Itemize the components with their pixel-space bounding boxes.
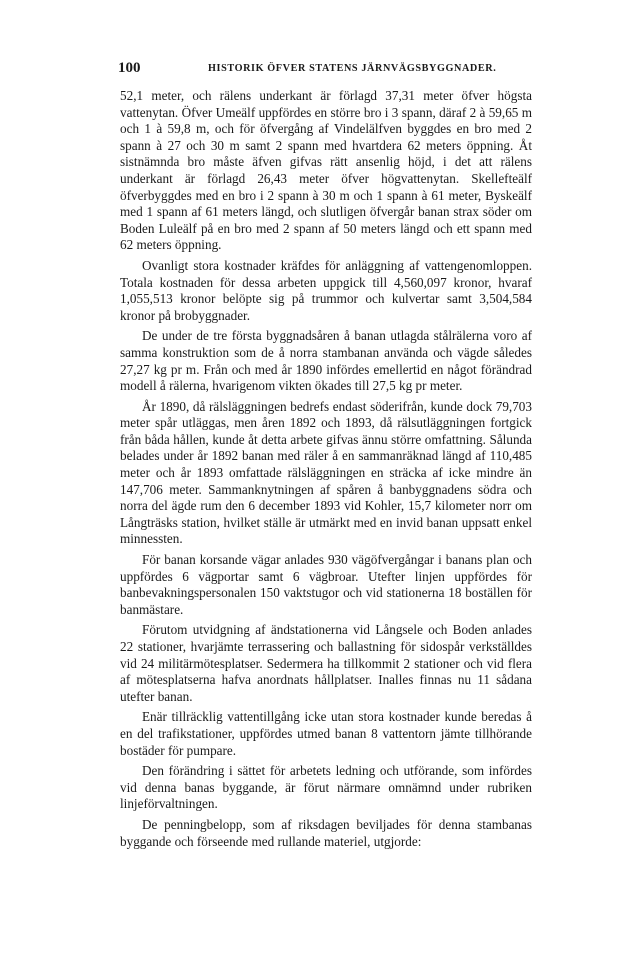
paragraph-rails: De under de tre första byggnadsåren å banan utlagda stålrälerna voro af samma konstruktion som de å norra stambanan använda och vägde således 27,27 kg pr m. Från och med år 1890 infördes emellertid en något förändrad modell å rälerna, hvarigenom vikten ökades till 27,5 kg pr meter.: [120, 328, 532, 394]
body-text: [120, 88, 532, 854]
paragraph-administration: Den förändring i sättet för arbetets ledning och utförande, som infördes vid denna banas byggande, är förut närmare omnämnd under rubriken linjeförvaltningen.: [120, 763, 532, 812]
paragraph-stations: Förutom utvidgning af ändstationerna vid Långsele och Boden anlades 22 stationer, hvarjämte terrassering och ballastning för sidospår verkställdes vid 24 militärmötesplatser. Sedermera ha tillkommit 2 stationer och vid flera af mötesplatserna hafva anordnats hållplatser. Inalles finnas nu 11 sådana utefter banan.: [120, 622, 532, 704]
paragraph-funding: De penningbelopp, som af riksdagen beviljades för denna stambanas byggande och förseende med rullande materiel, utgjorde:: [120, 816, 532, 849]
running-title: HISTORIK ÖFVER STATENS JÄRNVÄGSBYGGNADER.: [208, 63, 497, 74]
paragraph-track-laying: År 1890, då rälsläggningen bedrefs endast söderifrån, kunde dock 79,703 meter spår utläggas, men åren 1892 och 1893, då rälsutläggningen fortgick från båda hållen, kunde åt detta arbete gifvas ännu större omfattning. Sålunda belades under år 1892 banan med räler å en sammanräknad längd af 110,485 meter och år 1893 omfattade rälsläggningen en sträcka af icke mindre än 147,706 meter. Sammanknytningen af spåren å banbyggnadens södra och norra del ägde rum den 6 december 1893 vid Kohler, 15,7 kilometer norr om Långträsks station, hvilket ställe är utmärkt med en invid banan uppsatt enkel minnessten.: [120, 398, 532, 547]
paragraph-water-towers: Enär tillräcklig vattentillgång icke utan stora kostnader kunde beredas å en del trafikstationer, uppfördes utmed banan 8 vattentorn jämte tillhörande bostäder för pumpare.: [120, 709, 532, 758]
paragraph-culvert-costs: Ovanligt stora kostnader kräfdes för anläggning af vattengenomloppen. Totala kostnaden för dessa arbeten uppgick till 4,560,097 kronor, hvaraf 1,055,513 kronor belöpte sig på trummor och kulvertar samt 3,504,584 kronor på brobyggnader.: [120, 257, 532, 323]
page-number: 100: [118, 60, 141, 76]
paragraph-bridges: 52,1 meter, och rälens underkant är förlagd 37,31 meter öfver högsta vattenytan. Öfver Umeälf uppfördes en större bro i 3 spann, däraf 2 à 59,65 m och 1 à 59,8 m, och för öfvergång af Vindelälfven byggdes en bro med 2 spann à 27 och 30 m samt 2 spann med hvartdera 62 meters öppning. Åt sistnämnda bro måste äfven gifvas rätt ansenlig höjd, i det att rälens underkant är förlagd 26,43 meter öfver högvattenytan. Skellefteälf öfverbyggdes med en bro i 2 spann à 30 m och 1 spann à 61 meter, Byskeälf med 1 spann af 61 meters längd, och slutligen öfvergår banan strax söder om Boden Luleälf på en bro med 2 spann af 50 meters längd och ett spann med 62 meters öppning.: [120, 88, 532, 253]
paragraph-road-crossings: För banan korsande vägar anlades 930 vägöfvergångar i banans plan och uppfördes 6 vägportar samt 6 vägbroar. Utefter linjen uppfördes för banbevakningspersonalen 150 vaktstugor och vid stationerna 18 boställen för banmästare.: [120, 552, 532, 617]
page-header: [118, 60, 538, 79]
